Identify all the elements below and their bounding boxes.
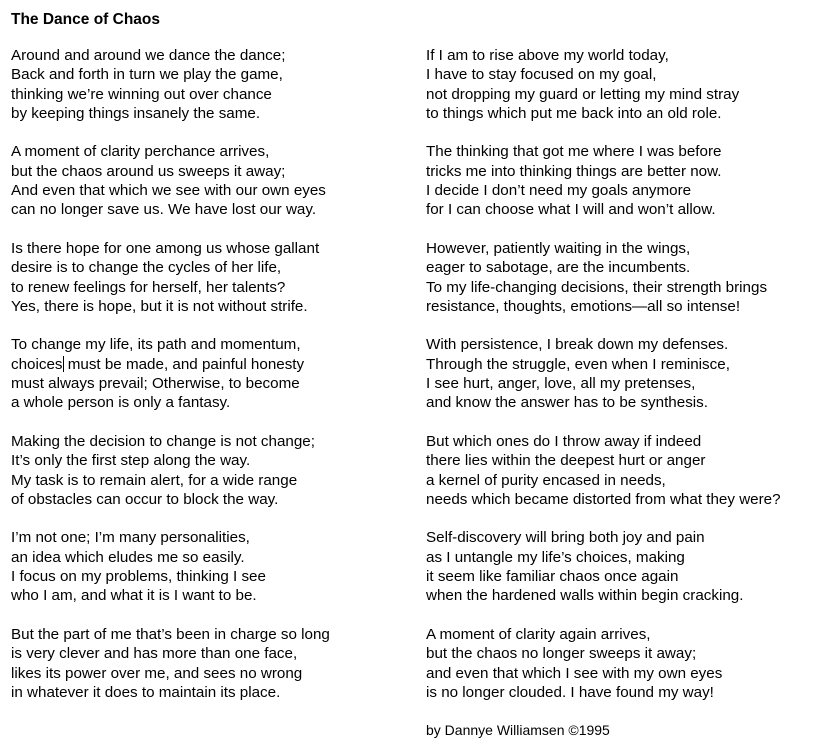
poem-line: needs which became distorted from what they were? bbox=[426, 490, 781, 508]
poem-line: of obstacles can occur to block the way. bbox=[11, 490, 279, 508]
poem-line: for I can choose what I will and won’t allow. bbox=[426, 201, 716, 219]
poem-line: resistance, thoughts, emotions—all so intense! bbox=[426, 297, 741, 315]
poem-line: It’s only the first step along the way. bbox=[11, 452, 251, 470]
poem-byline: by Dannye Williamsen ©1995 bbox=[426, 722, 610, 739]
poem-line: but the chaos no longer sweeps it away; bbox=[426, 645, 697, 663]
poem-line: My task is to remain alert, for a wide range bbox=[11, 471, 298, 489]
poem-line: who I am, and what it is I want to be. bbox=[11, 587, 257, 605]
poem-line: Self-discovery will bring both joy and pain bbox=[426, 529, 705, 547]
poem-line: when the hardened walls within begin cracking. bbox=[426, 587, 744, 605]
poem-title: The Dance of Chaos bbox=[11, 11, 160, 28]
poem-stanza bbox=[426, 142, 781, 219]
poem-column-right-stanzas bbox=[426, 46, 781, 702]
poem-stanza bbox=[426, 239, 781, 316]
poem-line: eager to sabotage, are the incumbents. bbox=[426, 259, 691, 277]
poem-line: But the part of me that’s been in charge so long bbox=[11, 625, 330, 643]
poem-line: and know the answer has to be synthesis. bbox=[426, 394, 708, 412]
poem-line: Back and forth in turn we play the game, bbox=[11, 66, 283, 84]
poem-line: a kernel of purity encased in needs, bbox=[426, 471, 666, 489]
poem-stanza bbox=[426, 335, 781, 412]
poem-line: To my life-changing decisions, their strength brings bbox=[426, 278, 768, 296]
poem-stanza bbox=[11, 625, 330, 702]
poem-line: If I am to rise above my world today, bbox=[426, 47, 669, 64]
poem-stanza bbox=[11, 432, 330, 509]
poem-column-left bbox=[11, 46, 330, 721]
poem-stanza bbox=[11, 142, 330, 219]
poem-line: But which ones do I throw away if indeed bbox=[426, 432, 702, 450]
poem-line: I have to stay focused on my goal, bbox=[426, 66, 657, 84]
poem-stanza bbox=[426, 46, 781, 123]
poem-line: Through the struggle, even when I reminisce, bbox=[426, 355, 730, 373]
poem-line: I see hurt, anger, love, all my pretenses, bbox=[426, 375, 696, 393]
poem-line: thinking we’re winning out over chance bbox=[11, 85, 272, 103]
poem-line: to things which put me back into an old role. bbox=[426, 104, 722, 122]
poem-line: A moment of clarity perchance arrives, bbox=[11, 143, 270, 161]
poem-stanza bbox=[11, 46, 330, 123]
poem-line: However, patiently waiting in the wings, bbox=[426, 239, 691, 257]
poem-line: to renew feelings for herself, her talents? bbox=[11, 278, 286, 296]
poem-line: must always prevail; Otherwise, to become bbox=[11, 375, 300, 393]
poem-line: I decide I don’t need my goals anymore bbox=[426, 182, 692, 200]
poem-stanza bbox=[11, 335, 330, 412]
poem-line: And even that which we see with our own eyes bbox=[11, 182, 326, 200]
poem-line: Is there hope for one among us whose gallant bbox=[11, 239, 320, 257]
poem-line: choices must be made, and painful honesty bbox=[11, 355, 305, 373]
poem-line: Making the decision to change is not change; bbox=[11, 432, 315, 450]
poem-line: To change my life, its path and momentum, bbox=[11, 336, 301, 354]
poem-stanza bbox=[426, 432, 781, 509]
text-cursor bbox=[63, 356, 64, 372]
poem-stanza bbox=[11, 528, 330, 605]
poem-line: tricks me into thinking things are better now. bbox=[426, 162, 722, 180]
poem-line: it seem like familiar chaos once again bbox=[426, 568, 679, 586]
poem-line: but the chaos around us sweeps it away; bbox=[11, 162, 286, 180]
poem-line: there lies within the deepest hurt or anger bbox=[426, 452, 706, 470]
poem-line: I focus on my problems, thinking I see bbox=[11, 568, 266, 586]
poem-line: Yes, there is hope, but it is not without strife. bbox=[11, 297, 308, 315]
poem-line: an idea which eludes me so easily. bbox=[11, 548, 245, 566]
poem-line: is very clever and has more than one face, bbox=[11, 645, 298, 663]
poem-line: can no longer save us. We have lost our way. bbox=[11, 201, 317, 219]
poem-line: by keeping things insanely the same. bbox=[11, 104, 261, 122]
poem-line: in whatever it does to maintain its place. bbox=[11, 683, 281, 701]
poem-line: With persistence, I break down my defenses. bbox=[426, 336, 729, 354]
poem-line: not dropping my guard or letting my mind stray bbox=[426, 85, 740, 103]
poem-line: a whole person is only a fantasy. bbox=[11, 394, 231, 412]
poem-line: A moment of clarity again arrives, bbox=[426, 625, 651, 643]
poem-column-right bbox=[426, 46, 781, 740]
poem-line: and even that which I see with my own eyes bbox=[426, 664, 723, 682]
poem-stanza bbox=[426, 528, 781, 605]
poem-line: Around and around we dance the dance; bbox=[11, 47, 286, 64]
poem-line: is no longer clouded. I have found my way! bbox=[426, 683, 714, 701]
poem-line: desire is to change the cycles of her life, bbox=[11, 259, 282, 277]
poem-stanza bbox=[11, 239, 330, 316]
poem-line: likes its power over me, and sees no wrong bbox=[11, 664, 303, 682]
poem-line: I’m not one; I’m many personalities, bbox=[11, 529, 250, 547]
poem-line: The thinking that got me where I was before bbox=[426, 143, 722, 161]
poem-line: as I untangle my life’s choices, making bbox=[426, 548, 685, 566]
poem-stanza bbox=[426, 625, 781, 702]
